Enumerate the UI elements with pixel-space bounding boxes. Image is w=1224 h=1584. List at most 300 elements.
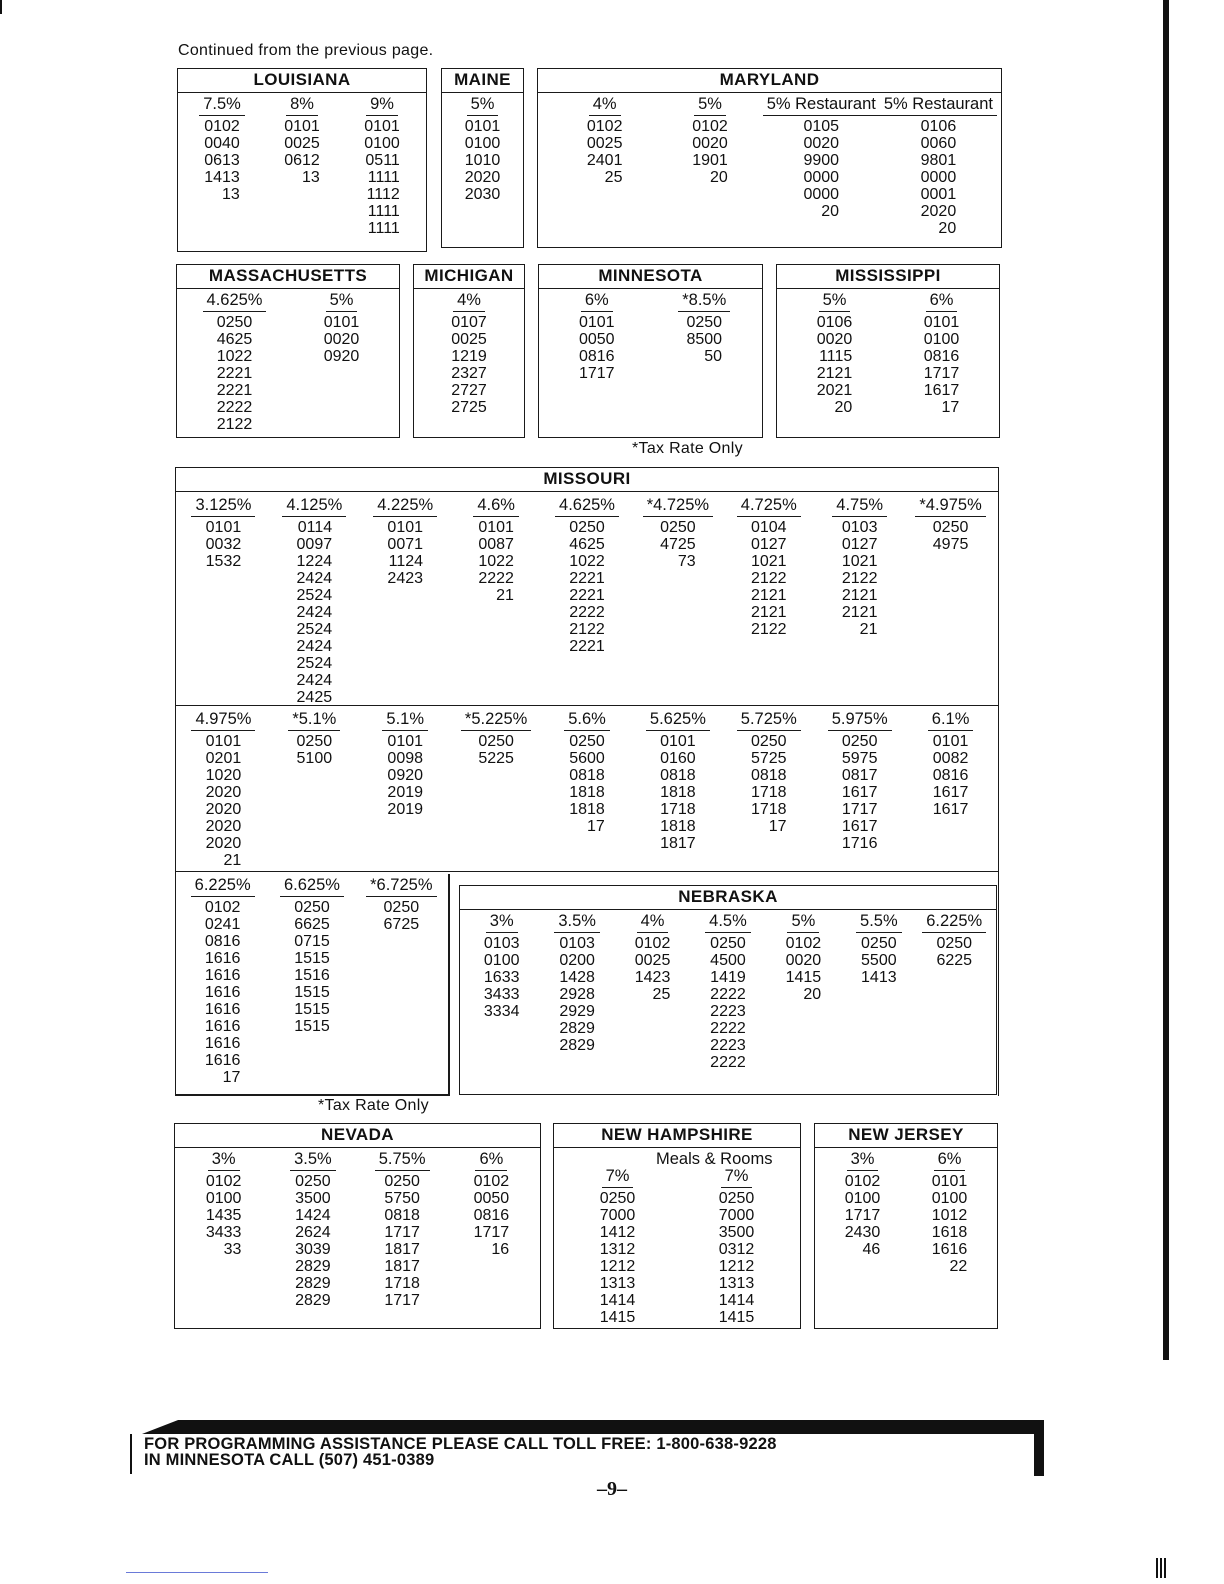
code-list <box>786 935 822 1003</box>
code-entry: 2122 <box>750 570 787 587</box>
nebraska-table <box>459 885 997 1095</box>
code-entry: 0105 <box>803 118 840 135</box>
missouri.row1-column <box>269 496 360 706</box>
code-entry: 0101 <box>387 519 424 536</box>
help-phone-line: FOR PROGRAMMING ASSISTANCE PLEASE CALL TOLL FREE: 1-800-638-9228 <box>144 1435 777 1453</box>
code-entry: 1111 <box>367 203 400 220</box>
rate-header: 3.5% <box>290 1150 336 1171</box>
code-list <box>484 935 520 1020</box>
code-entry: 1617 <box>841 818 878 835</box>
maryland.columns-column <box>552 95 657 237</box>
mississippi-table <box>776 264 1000 438</box>
code-entry: 2221 <box>569 638 605 655</box>
code-entry: 2221 <box>569 570 605 587</box>
new_hampshire.columns-column <box>558 1167 677 1326</box>
code-entry: 0250 <box>296 733 333 750</box>
help-banner <box>126 1420 1044 1476</box>
code-entry: 2222 <box>216 399 253 416</box>
code-entry: 0250 <box>383 899 420 916</box>
code-entry: 2030 <box>464 186 501 203</box>
nevada-table <box>174 1123 541 1329</box>
help-text <box>144 1436 777 1468</box>
code-entry: 0000 <box>803 186 840 203</box>
code-entry: 1021 <box>841 553 878 570</box>
code-entry: 1312 <box>599 1241 636 1258</box>
rate-header: 6% <box>475 1150 507 1171</box>
code-entry: 0101 <box>387 733 424 750</box>
code-entry: 1415 <box>718 1309 755 1326</box>
code-list <box>635 935 671 1003</box>
code-list <box>387 519 423 587</box>
code-entry: 2122 <box>569 621 605 638</box>
bottom-edge-line <box>126 1572 268 1573</box>
code-entry: 0920 <box>387 767 424 784</box>
code-entry: 0250 <box>936 935 973 952</box>
code-list <box>204 118 240 203</box>
code-list <box>569 519 605 655</box>
code-entry: 1717 <box>384 1224 420 1241</box>
code-entry: 20 <box>821 203 840 220</box>
rate-header: 6.225% <box>191 876 255 897</box>
code-list <box>686 314 722 365</box>
code-entry: 6725 <box>383 916 420 933</box>
rate-header: 5.6% <box>564 710 610 731</box>
nebraska.columns-column <box>464 912 539 1071</box>
code-list <box>660 733 696 852</box>
code-entry: 0250 <box>686 314 723 331</box>
missouri-row-2 <box>176 706 998 872</box>
code-entry: 4625 <box>216 331 253 348</box>
louisiana.columns-column <box>182 95 262 237</box>
code-entry: 1616 <box>204 984 241 1001</box>
missouri.row2-column <box>542 710 633 869</box>
minnesota.columns-column <box>543 291 651 382</box>
code-entry: 0816 <box>578 348 615 365</box>
code-entry: 1414 <box>718 1292 755 1309</box>
code-entry: 0817 <box>841 767 878 784</box>
code-entry: 21 <box>859 621 878 638</box>
banner-left-rule <box>130 1434 132 1474</box>
code-entry: 1718 <box>750 801 787 818</box>
code-entry: 1212 <box>718 1258 755 1275</box>
missouri.row1-column <box>814 496 905 703</box>
nevada-title: NEVADA <box>175 1124 540 1148</box>
missouri.row3-column <box>267 876 356 1092</box>
code-entry: 0101 <box>205 733 242 750</box>
code-entry: 2121 <box>841 604 878 621</box>
minnesota-footnote: *Tax Rate Only <box>632 440 743 457</box>
code-entry: 1415 <box>599 1309 636 1326</box>
code-entry: 1022 <box>569 553 605 570</box>
code-entry: 0102 <box>586 118 623 135</box>
code-entry: 0250 <box>478 733 514 750</box>
nebraska.columns-column <box>615 912 690 1071</box>
code-entry: 1616 <box>204 1035 241 1052</box>
code-entry: 4725 <box>660 536 696 553</box>
rate-header: 4% <box>589 95 621 116</box>
maine.columns-column <box>446 95 519 203</box>
code-entry: 1817 <box>660 835 696 852</box>
code-entry: 1616 <box>204 950 241 967</box>
code-entry: 0250 <box>932 519 969 536</box>
missouri-row-3 <box>176 872 448 1094</box>
code-entry: 2222 <box>710 986 746 1003</box>
code-entry: 16 <box>491 1241 510 1258</box>
code-entry: 0025 <box>586 135 623 152</box>
code-entry: 0201 <box>205 750 242 767</box>
code-entry: 5225 <box>478 750 514 767</box>
code-entry: 1718 <box>660 801 696 818</box>
code-list <box>660 519 696 570</box>
code-entry: 0098 <box>387 750 424 767</box>
nebraska.columns-column <box>690 912 765 1071</box>
code-entry: 1616 <box>204 1001 241 1018</box>
code-entry: 0818 <box>569 767 605 784</box>
rate-header: 3.125% <box>191 496 255 517</box>
code-entry: 2829 <box>295 1292 331 1309</box>
massachusetts.columns-column <box>288 291 395 433</box>
code-entry: 0101 <box>578 314 615 331</box>
code-entry: 0050 <box>473 1190 510 1207</box>
code-entry: 2122 <box>841 570 878 587</box>
rate-header: 5% <box>467 95 499 116</box>
code-entry: 25 <box>652 986 671 1003</box>
code-list <box>295 1173 331 1309</box>
code-list <box>751 733 787 835</box>
code-entry: 0816 <box>204 933 241 950</box>
rate-header: 4.625% <box>555 496 619 517</box>
code-entry: 1515 <box>294 1001 330 1018</box>
code-entry: 0250 <box>295 1173 331 1190</box>
code-entry: 0102 <box>785 935 822 952</box>
code-entry: 2121 <box>750 604 787 621</box>
code-entry: 1818 <box>660 784 696 801</box>
missouri.row1-column <box>451 496 542 703</box>
code-entry: 1617 <box>923 382 960 399</box>
code-entry: 1435 <box>205 1207 242 1224</box>
code-entry: 1717 <box>578 365 615 382</box>
code-entry: 3039 <box>295 1241 331 1258</box>
code-entry: 0103 <box>841 519 878 536</box>
code-entry: 0102 <box>634 935 671 952</box>
code-entry: 1818 <box>660 818 696 835</box>
code-entry: 1515 <box>294 984 330 1001</box>
code-entry: 2829 <box>295 1275 331 1292</box>
code-entry: 0100 <box>923 331 960 348</box>
banner-right-bar <box>1034 1420 1044 1476</box>
code-entry: 1717 <box>384 1292 420 1309</box>
code-entry: 0250 <box>216 314 253 331</box>
code-entry: 0020 <box>323 331 360 348</box>
code-entry: 6225 <box>936 952 973 969</box>
code-entry: 0100 <box>364 135 400 152</box>
rate-header: 3% <box>486 912 518 933</box>
code-entry: 1717 <box>844 1207 881 1224</box>
code-entry: 1717 <box>923 365 960 382</box>
code-entry: 9801 <box>920 152 957 169</box>
code-entry: 0102 <box>692 118 728 135</box>
code-entry: 1633 <box>483 969 520 986</box>
rate-header: *8.5% <box>678 291 730 312</box>
code-entry: 2222 <box>710 1020 746 1037</box>
rate-header: 8% <box>286 95 318 116</box>
rate-header: 5% <box>694 95 726 116</box>
code-entry: 0107 <box>451 314 487 331</box>
louisiana-table <box>177 68 427 252</box>
code-entry: 1423 <box>634 969 671 986</box>
code-entry: 1219 <box>451 348 487 365</box>
rate-header: *4.725% <box>643 496 713 517</box>
nevada.columns-column <box>179 1150 268 1309</box>
code-entry: 3500 <box>295 1190 331 1207</box>
code-entry: 0818 <box>660 767 696 784</box>
rate-header: 6% <box>934 1150 966 1171</box>
code-entry: 3433 <box>483 986 520 1003</box>
rate-header: 7% <box>721 1167 753 1188</box>
code-entry: 2424 <box>296 604 333 621</box>
code-entry: 0032 <box>205 536 242 553</box>
code-entry: 2423 <box>387 570 424 587</box>
code-entry: 0920 <box>323 348 360 365</box>
code-list <box>587 118 623 186</box>
code-entry: 0612 <box>284 152 320 169</box>
minnesota.columns-column <box>651 291 759 382</box>
rate-header: *5.1% <box>288 710 340 731</box>
code-entry: 3334 <box>483 1003 520 1020</box>
code-entry: 2021 <box>816 382 853 399</box>
code-entry: 2222 <box>569 604 605 621</box>
code-entry: 1618 <box>931 1224 968 1241</box>
louisiana.columns-column <box>262 95 342 237</box>
code-entry: 0100 <box>205 1190 242 1207</box>
top-edge-mark <box>0 0 2 14</box>
code-entry: 20 <box>803 986 822 1003</box>
code-entry: 1010 <box>464 152 501 169</box>
code-list <box>297 733 333 767</box>
maryland.columns-column <box>657 95 762 237</box>
code-entry: 0101 <box>931 1173 968 1190</box>
code-entry: 0087 <box>478 536 514 553</box>
code-entry: 0114 <box>297 519 333 536</box>
meals-rooms-label: Meals & Rooms <box>656 1150 773 1168</box>
missouri.row1-column <box>360 496 451 703</box>
code-entry: 5725 <box>750 750 787 767</box>
code-entry: 2624 <box>295 1224 331 1241</box>
code-entry: 0312 <box>718 1241 755 1258</box>
nebraska.columns-column <box>766 912 841 1071</box>
code-entry: 2829 <box>559 1020 595 1037</box>
rate-header: 5% Restaurant <box>763 95 880 116</box>
code-entry: 0101 <box>284 118 320 135</box>
code-entry: 0101 <box>923 314 960 331</box>
code-entry: 0250 <box>599 1190 636 1207</box>
code-entry: 0103 <box>559 935 595 952</box>
code-entry: 17 <box>587 818 605 835</box>
rate-header: 7% <box>602 1167 634 1188</box>
rate-header: 5.75% <box>375 1150 430 1171</box>
massachusetts.columns-column <box>181 291 288 433</box>
code-entry: 2020 <box>920 203 957 220</box>
code-entry: 0025 <box>284 135 320 152</box>
code-list <box>751 519 787 638</box>
code-entry: 0250 <box>750 733 787 750</box>
massachusetts-table <box>176 264 400 438</box>
minnesota-table <box>538 264 763 438</box>
code-entry: 5600 <box>569 750 605 767</box>
code-entry: 20 <box>938 220 957 237</box>
rate-header: 5.725% <box>737 710 801 731</box>
code-entry: 1112 <box>366 186 400 203</box>
code-entry: 2223 <box>710 1037 746 1054</box>
rate-header: 4.6% <box>473 496 519 517</box>
code-entry: 2221 <box>216 365 253 382</box>
rate-header: 4% <box>637 912 669 933</box>
code-entry: 0101 <box>464 118 501 135</box>
code-entry: 50 <box>704 348 723 365</box>
rate-header: 4.975% <box>191 710 255 731</box>
code-entry: 2829 <box>295 1258 331 1275</box>
code-list <box>569 733 605 835</box>
code-entry: 0102 <box>844 1173 881 1190</box>
rate-header: *4.975% <box>915 496 985 517</box>
code-entry: 2727 <box>451 382 487 399</box>
code-entry: 1617 <box>841 784 878 801</box>
nebraska-title: NEBRASKA <box>460 886 996 910</box>
maine-title: MAINE <box>442 69 523 93</box>
code-list <box>932 1173 968 1275</box>
code-entry: 2020 <box>205 784 242 801</box>
code-list <box>842 733 878 852</box>
code-entry: 0101 <box>323 314 360 331</box>
code-entry: 0250 <box>710 935 746 952</box>
code-entry: 0816 <box>932 767 969 784</box>
new_jersey.columns-column <box>906 1150 993 1275</box>
code-entry: 1412 <box>599 1224 636 1241</box>
code-entry: 0020 <box>785 952 822 969</box>
code-entry: 5500 <box>861 952 897 969</box>
code-entry: 17 <box>222 1069 241 1086</box>
rate-header: 4.625% <box>203 291 267 312</box>
code-entry: 1617 <box>932 784 969 801</box>
code-entry: 73 <box>677 553 696 570</box>
code-entry: 0101 <box>205 519 242 536</box>
code-entry: 2327 <box>451 365 487 382</box>
michigan.columns-column <box>418 291 520 416</box>
rate-header: 4.5% <box>705 912 751 933</box>
code-list <box>921 118 957 237</box>
code-entry: 0060 <box>920 135 957 152</box>
new-jersey-table <box>814 1123 998 1329</box>
massachusetts-title: MASSACHUSETTS <box>177 265 399 289</box>
code-entry: 17 <box>941 399 960 416</box>
rate-header: 6.225% <box>922 912 986 933</box>
code-entry: 25 <box>604 169 623 186</box>
code-list <box>692 118 728 186</box>
code-entry: 0106 <box>920 118 957 135</box>
code-entry: 0613 <box>204 152 240 169</box>
mississippi.columns-column <box>781 291 888 416</box>
rate-header: 3.5% <box>554 912 600 933</box>
code-entry: 1515 <box>294 1018 330 1035</box>
michigan-title: MICHIGAN <box>414 265 524 289</box>
code-entry: 0103 <box>483 935 520 952</box>
code-entry: 2223 <box>710 1003 746 1020</box>
code-entry: 2020 <box>205 801 242 818</box>
code-entry: 2122 <box>750 621 787 638</box>
code-entry: 0127 <box>750 536 787 553</box>
code-entry: 2424 <box>296 638 333 655</box>
rate-header: 6.1% <box>928 710 974 731</box>
code-list <box>817 314 853 416</box>
nebraska.columns-column <box>917 912 992 1071</box>
code-entry: 1212 <box>599 1258 636 1275</box>
code-entry: 0025 <box>451 331 487 348</box>
code-entry: 0100 <box>483 952 520 969</box>
code-entry: 0160 <box>660 750 696 767</box>
code-entry: 0511 <box>365 152 400 169</box>
code-entry: 0127 <box>841 536 878 553</box>
code-entry: 0106 <box>816 314 853 331</box>
code-list <box>297 519 333 706</box>
code-entry: 0020 <box>816 331 853 348</box>
code-list <box>842 519 878 638</box>
code-entry: 0200 <box>559 952 595 969</box>
michigan-table <box>413 264 525 438</box>
code-entry: 2020 <box>205 835 242 852</box>
code-list <box>478 733 514 767</box>
rate-header: 4.225% <box>373 496 437 517</box>
code-entry: 2524 <box>296 655 333 672</box>
code-entry: 0818 <box>384 1207 420 1224</box>
code-entry: 1617 <box>932 801 969 818</box>
code-entry: 17 <box>768 818 787 835</box>
code-list <box>845 1173 881 1258</box>
missouri.row2-column <box>360 710 451 869</box>
code-entry: 0000 <box>803 169 840 186</box>
code-entry: 1717 <box>473 1224 510 1241</box>
minnesota-title: MINNESOTA <box>539 265 762 289</box>
code-entry: 2928 <box>559 986 595 1003</box>
code-entry: 9900 <box>803 152 840 169</box>
code-entry: 1428 <box>559 969 595 986</box>
code-entry: 1413 <box>204 169 240 186</box>
code-entry: 2222 <box>710 1054 746 1071</box>
maryland.columns-column <box>880 95 997 237</box>
code-entry: 1424 <box>295 1207 331 1224</box>
mississippi.columns-column <box>888 291 995 416</box>
code-entry: 0250 <box>861 935 897 952</box>
code-entry: 21 <box>223 852 242 869</box>
code-entry: 20 <box>834 399 853 416</box>
code-entry: 0001 <box>920 186 957 203</box>
code-entry: 4625 <box>569 536 605 553</box>
code-entry: 33 <box>223 1241 242 1258</box>
nebraska.columns-column <box>841 912 916 1071</box>
code-entry: 0100 <box>464 135 501 152</box>
code-entry: 1022 <box>478 553 514 570</box>
missouri.row2-column <box>814 710 905 869</box>
code-entry: 0250 <box>569 733 605 750</box>
code-entry: 1718 <box>750 784 787 801</box>
code-entry: 0250 <box>841 733 878 750</box>
code-entry: 0082 <box>932 750 969 767</box>
code-list <box>206 1173 242 1258</box>
code-entry: 1022 <box>216 348 253 365</box>
nevada.columns-column <box>268 1150 357 1309</box>
code-list <box>559 935 595 1054</box>
missouri.row2-column <box>632 710 723 869</box>
new-hampshire-title: NEW HAMPSHIRE <box>554 1124 800 1148</box>
